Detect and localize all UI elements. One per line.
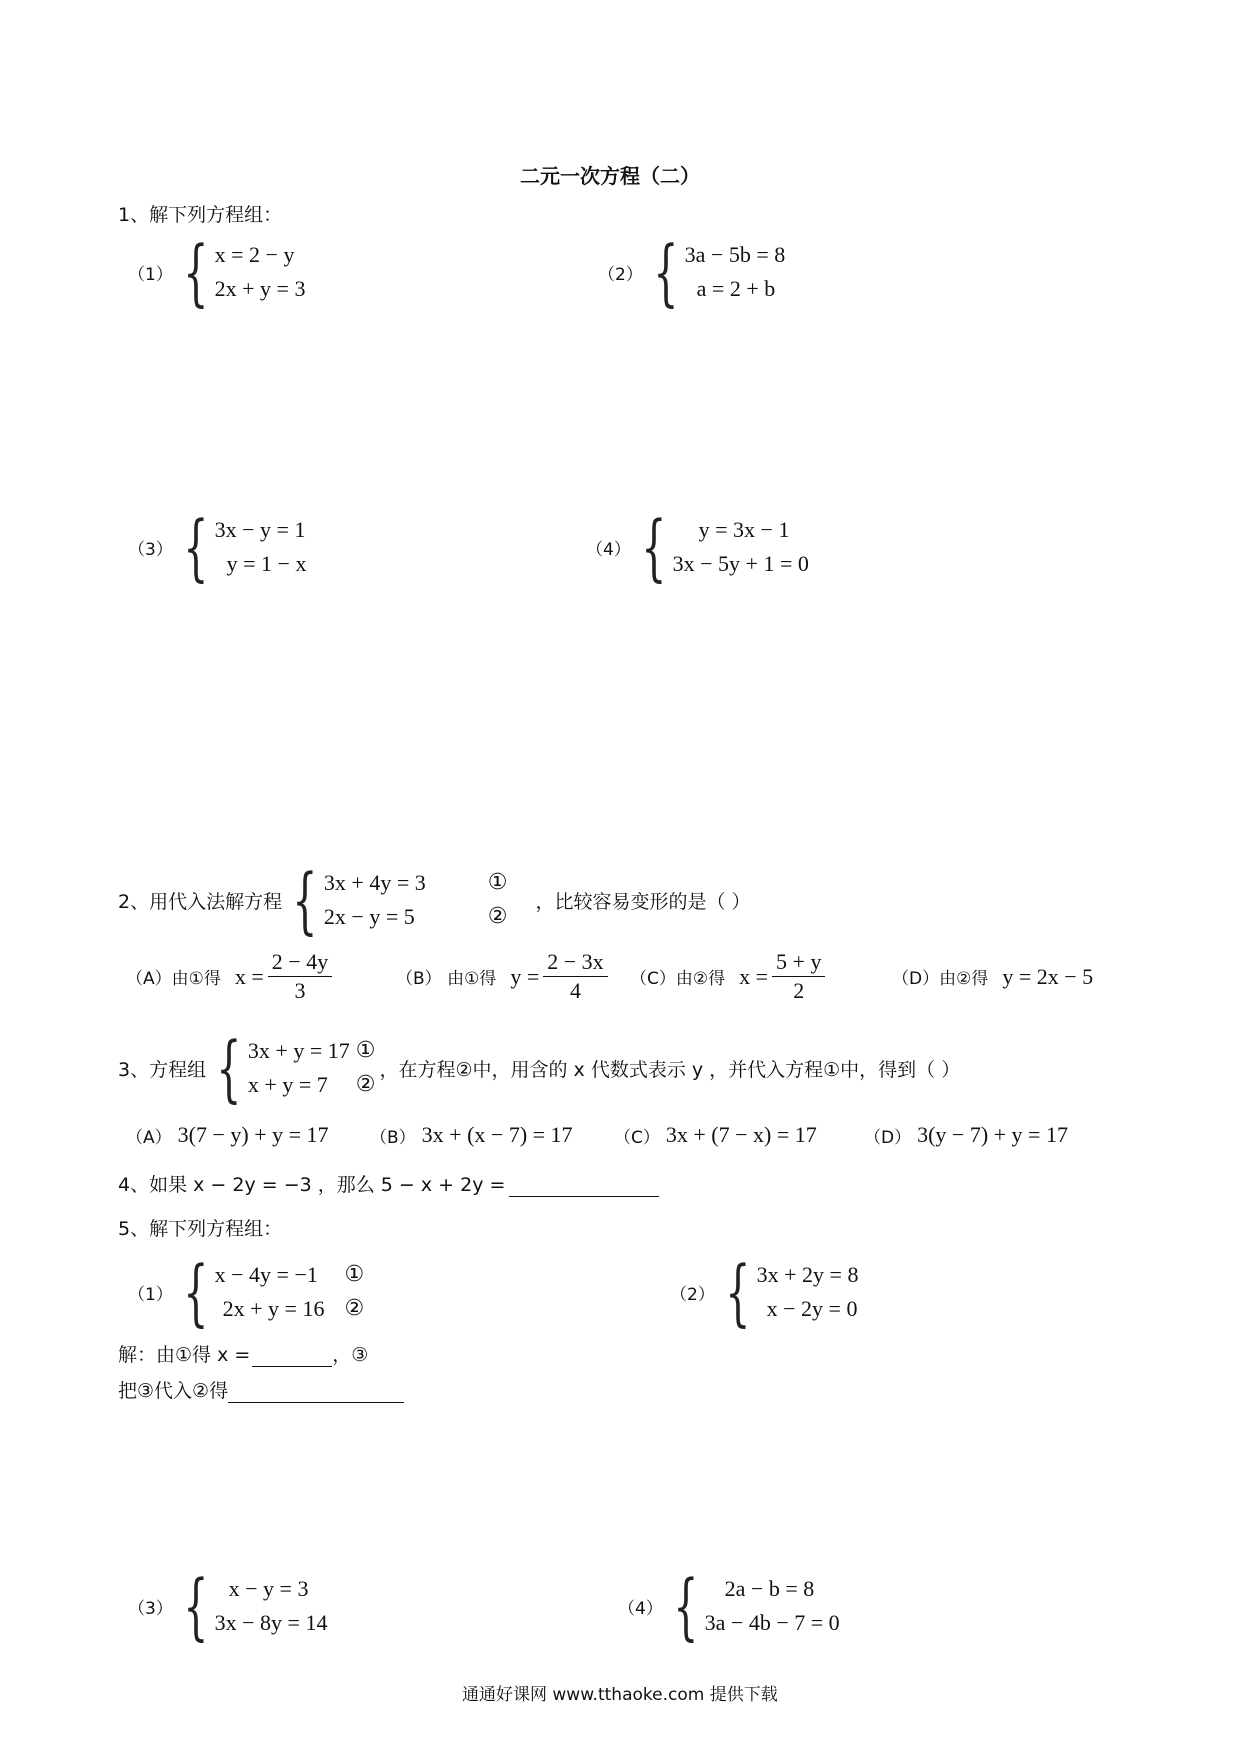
fraction <box>772 948 825 1005</box>
q3-stem <box>118 1026 961 1110</box>
q5-system-2 <box>670 1250 859 1334</box>
step1-prefix: 解：由①得 x = <box>118 1344 251 1366</box>
q5-heading: 5、解下列方程组： <box>118 1218 283 1240</box>
equation: x − 2y = 0 <box>766 1296 858 1321</box>
brace-icon: { <box>292 858 318 942</box>
q1-label-2: （2） <box>598 264 643 285</box>
equation: 3x + y = 17 <box>247 1038 350 1063</box>
brace-icon: { <box>653 230 679 314</box>
option-lhs: x = <box>739 963 769 989</box>
q2-option-c <box>630 948 892 1005</box>
equation: y = 1 − x <box>226 551 307 576</box>
equation: 3a − 4b − 7 = 0 <box>704 1610 840 1635</box>
fraction <box>268 948 332 1005</box>
brace-icon: { <box>216 1026 242 1110</box>
q1-label-4: （4） <box>586 539 631 560</box>
q4-text: 4、如果 x − 2y = −3 ，那么 5 − x + 2y = <box>118 1174 506 1196</box>
q1-label-3: （3） <box>128 539 173 560</box>
circle-two-marker: ② <box>344 1296 365 1321</box>
equation: 3x − y = 1 <box>214 517 306 542</box>
q1-system-1 <box>128 230 306 314</box>
q5-system-4 <box>618 1564 840 1648</box>
equation: 3x − 8y = 14 <box>214 1610 328 1635</box>
option-label: （A） <box>126 1127 172 1148</box>
q2-option-b <box>396 948 630 1005</box>
q5-label-1: （1） <box>128 1284 173 1305</box>
answer-blank[interactable] <box>228 1380 404 1403</box>
equation: 2x − y = 5 <box>323 904 415 929</box>
q1-system-3 <box>128 505 307 589</box>
step1-suffix: ，③ <box>332 1344 369 1366</box>
brace-icon: { <box>725 1250 751 1334</box>
fraction-denominator: 3 <box>294 978 306 1003</box>
q5-label-2: （2） <box>670 1284 715 1305</box>
brace-icon: { <box>183 230 209 314</box>
q3-option-b <box>370 1118 614 1152</box>
q2-stem <box>118 858 751 942</box>
q3-option-d <box>864 1118 1068 1152</box>
option-expression: 3(y − 7) + y = 17 <box>917 1122 1068 1147</box>
fraction <box>543 948 607 1005</box>
equation: 2a − b = 8 <box>724 1576 815 1601</box>
fraction-numerator: 2 − 3x <box>543 948 607 977</box>
q5-system-3 <box>128 1564 328 1648</box>
brace-icon: { <box>183 1564 209 1648</box>
option-expression: 3(7 − y) + y = 17 <box>177 1122 329 1147</box>
circle-two-marker: ② <box>487 904 508 929</box>
brace-icon: { <box>673 1564 699 1648</box>
circle-one-marker: ① <box>344 1262 365 1287</box>
option-lhs: x = <box>234 963 264 989</box>
q5-step2 <box>118 1376 404 1403</box>
fraction-numerator: 2 − 4y <box>268 948 332 977</box>
option-label: （D）由②得 <box>892 969 989 989</box>
step2-text: 把③代入②得 <box>118 1380 229 1402</box>
equation: 3x − 5y + 1 = 0 <box>672 551 809 576</box>
equation: x − 4y = −1 <box>214 1262 318 1287</box>
q2-option-d <box>892 960 1093 994</box>
q4-line <box>118 1170 659 1197</box>
option-expression: y = 2x − 5 <box>1002 963 1094 989</box>
option-expression: 3x + (7 − x) = 17 <box>665 1122 817 1147</box>
option-expression: 3x + (x − 7) = 17 <box>421 1122 573 1147</box>
q3-option-a <box>126 1118 370 1152</box>
q5-system-1 <box>128 1250 365 1334</box>
q5-label-3: （3） <box>128 1598 173 1619</box>
q1-label-1: （1） <box>128 264 173 285</box>
q3-suffix: ，在方程②中，用含的 x 代数式表示 y ，并代入方程①中，得到（ ） <box>379 1058 961 1081</box>
equation: 3x + 4y = 3 <box>323 870 426 895</box>
equation: 2x + y = 3 <box>214 276 306 301</box>
answer-blank[interactable] <box>252 1344 332 1367</box>
answer-blank[interactable] <box>509 1174 659 1197</box>
equation: 3a − 5b = 8 <box>684 242 786 267</box>
q2-option-a <box>126 948 396 1005</box>
option-label: （B） <box>370 1127 416 1148</box>
equation: x = 2 − y <box>214 242 295 267</box>
q2-prefix: 2、用代入法解方程 <box>118 890 283 913</box>
equation: 3x + 2y = 8 <box>756 1262 859 1287</box>
q5-step1 <box>118 1340 368 1367</box>
q3-options <box>126 1118 1068 1152</box>
brace-icon: { <box>641 505 667 589</box>
option-label: （A）由①得 <box>126 969 221 989</box>
q1-system-2 <box>598 230 786 314</box>
page-title: 二元一次方程（二） <box>520 164 700 188</box>
q5-label-4: （4） <box>618 1598 663 1619</box>
circle-one-marker: ① <box>487 870 508 895</box>
option-label: （C） <box>614 1127 660 1148</box>
option-lhs: y = <box>510 963 540 989</box>
equation: 2x + y = 16 <box>222 1296 325 1321</box>
q1-system-4 <box>586 505 809 589</box>
brace-icon: { <box>183 1250 209 1334</box>
option-label: （C）由②得 <box>630 969 726 989</box>
option-label: （D） <box>864 1127 912 1148</box>
equation: x + y = 7 <box>247 1072 328 1097</box>
circle-one-marker: ① <box>355 1038 376 1063</box>
q3-option-c <box>614 1118 864 1152</box>
q1-heading: 1、解下列方程组： <box>118 204 283 226</box>
fraction-numerator: 5 + y <box>772 948 825 977</box>
q2-suffix: ，比较容易变形的是（ ） <box>535 890 751 913</box>
q3-prefix: 3、方程组 <box>118 1058 207 1081</box>
page-footer: 通通好课网 www.tthaoke.com 提供下载 <box>462 1685 778 1705</box>
option-label: （B） 由①得 <box>396 969 497 989</box>
brace-icon: { <box>183 505 209 589</box>
equation: y = 3x − 1 <box>698 517 790 542</box>
fraction-denominator: 4 <box>569 978 581 1003</box>
q2-options <box>126 948 1166 1005</box>
equation: x − y = 3 <box>228 1576 309 1601</box>
circle-two-marker: ② <box>355 1072 376 1097</box>
fraction-denominator: 2 <box>793 978 805 1003</box>
equation: a = 2 + b <box>696 276 776 301</box>
